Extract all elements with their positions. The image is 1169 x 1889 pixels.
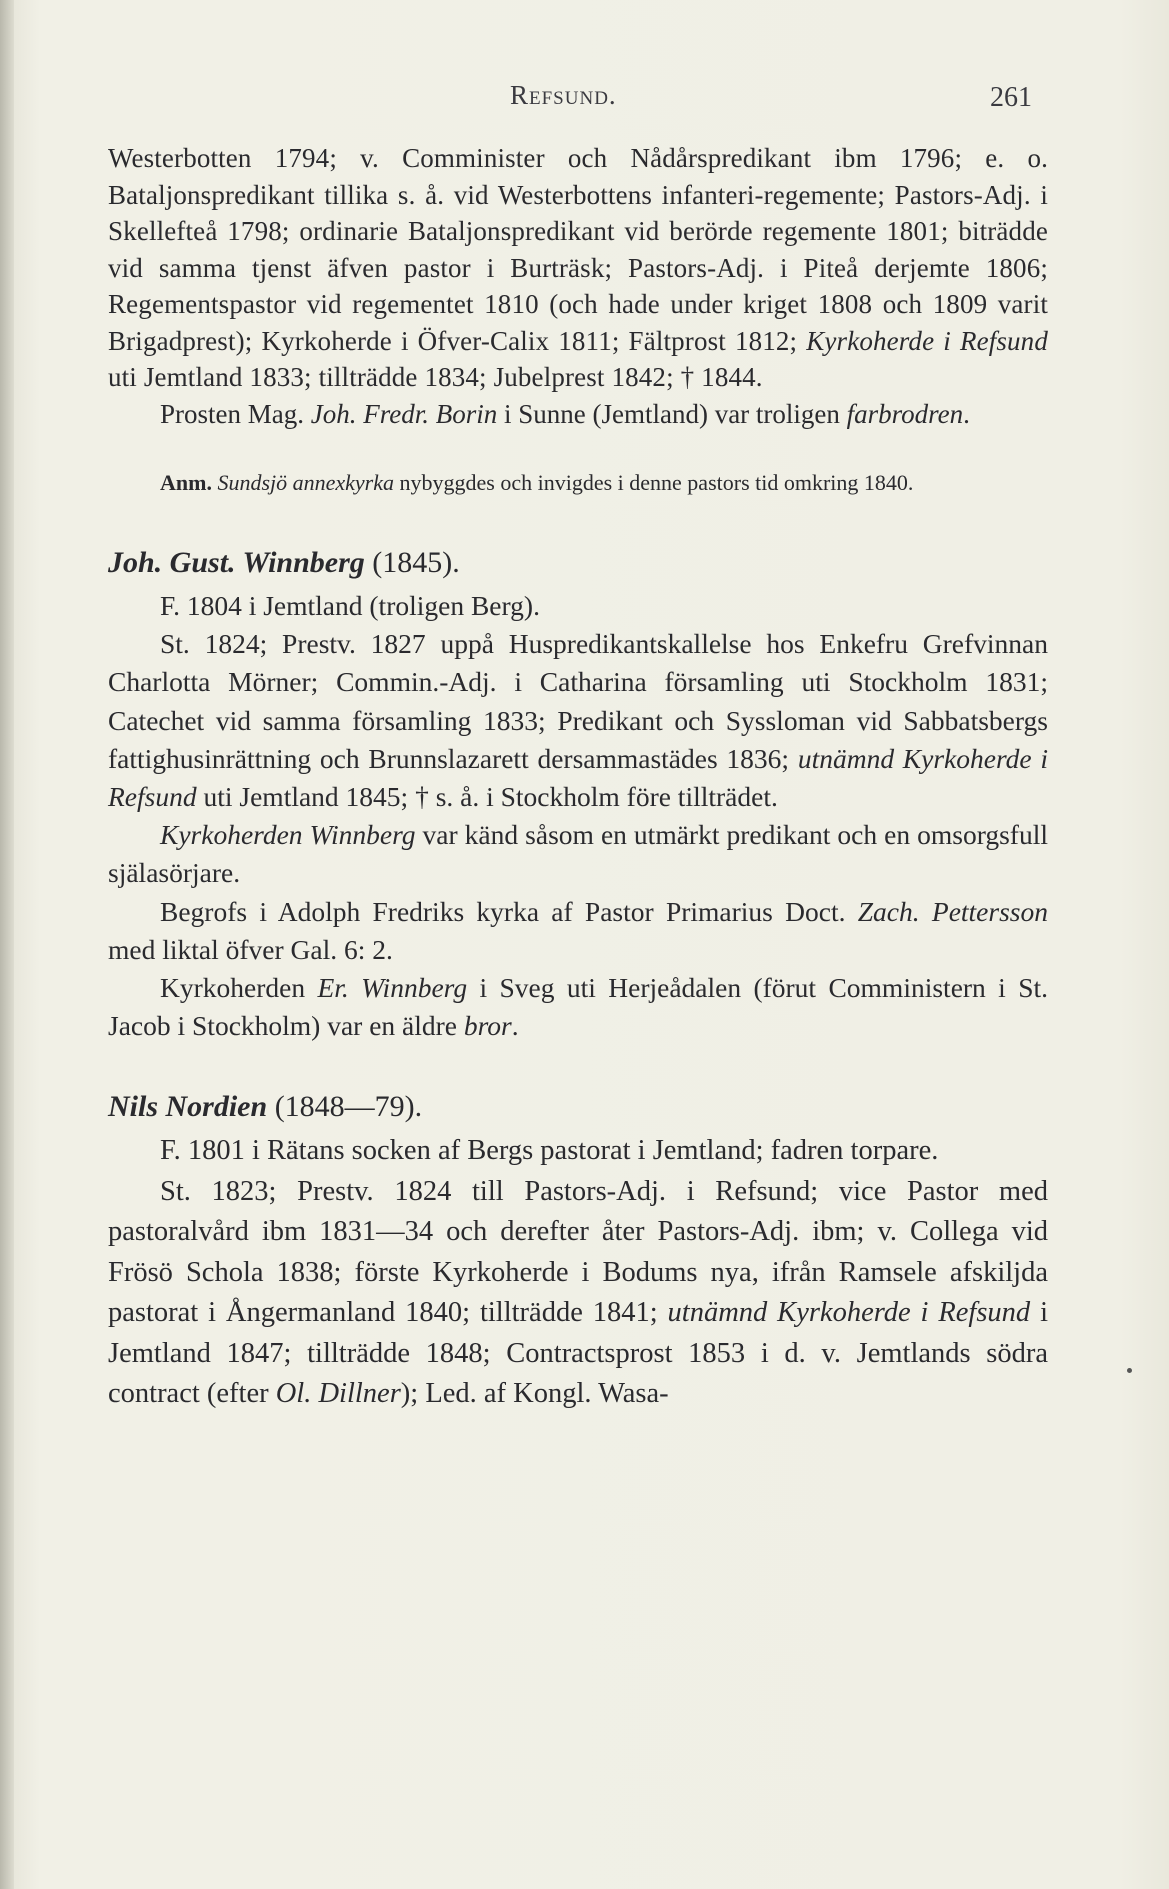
remark-paragraph: Kyrkoherden Winnberg var känd såsom en utmärkt predikant och en omsorgsfull själasörjare. — [108, 819, 1048, 889]
running-head: Refsund. — [510, 80, 617, 110]
annotation-label: Anm. — [160, 470, 212, 495]
entry-heading-winnberg: Joh. Gust. Winnberg (1845). — [108, 546, 460, 579]
page-binding-edge — [0, 0, 14, 1889]
entry-continuation: Westerbotten 1794; v. Comminister och Nådårspredikant ibm 1796; e. o. Bataljonspredikant tillika s. å. vid Westerbottens infanteri-regemente; Pastors-Adj. i Skellefteå 1798; ordinarie Bataljonspredikant vid berörde regemente 1801; biträdde vid samma tjenst äfven pastor i Burträsk; Pastors-Adj. i Piteå derjemte 1806; Regementspastor vid regementet 1810 (och hade under kriget 1808 och 1809 varit Brigadprest); Kyrkoherde i Öfver-Calix 1811; Fältprost 1812; Kyrkoherde i Refsund uti Jemtland 1833; tillträdde 1834; Jubelprest 1842; † 1844. — [108, 143, 1048, 392]
career-paragraph: St. 1824; Prestv. 1827 uppå Huspredikantskallelse hos Enkefru Grefvinnan Charlotta Mörner; Commin.-Adj. i Catharina församling uti Stockholm 1831; Catechet vid samma församling 1833; Predikant och Syssloman vid Sabbatsbergs fattighusinrättning och Brunnslazarett dersammastädes 1836; utnämnd Kyrkoherde i Refsund uti Jemtland 1845; † s. å. i Stockholm före tillträdet. — [108, 628, 1048, 813]
career-paragraph: St. 1823; Prestv. 1824 till Pastors-Adj. i Refsund; vice Pastor med pastoralvård ibm 1831—34 och derefter åter Pastors-Adj. ibm; v. Collega vid Frösö Schola 1838; förste Kyrkoherde i Bodums nya, ifrån Ramsele afskiljda pastorat i Ångermanland 1840; tillträdde 1841; utnämnd Kyrkoherde i Refsund i Jemtland 1847; tillträdde 1848; Contractsprost 1853 i d. v. Jemtlands södra contract (efter Ol. Dillner); Led. af Kongl. Wasa- — [108, 1175, 1048, 1410]
page-body — [108, 140, 1048, 1415]
burial-paragraph: Begrofs i Adolph Fredriks kyrka af Pastor Primarius Doct. Zach. Pettersson med liktal öfver Gal. 6: 2. — [108, 895, 1048, 965]
page-header — [0, 80, 1169, 120]
italic-title: Kyrkoherde i Refsund — [806, 325, 1048, 356]
page-number: 261 — [990, 82, 1032, 113]
entry-nordien — [108, 1131, 1048, 1415]
birth-line: F. 1801 i Rätans socken af Bergs pastorat i Jemtland; fadren torpare. — [160, 1135, 939, 1167]
entry-winnberg — [108, 587, 1048, 1045]
ink-dot — [1127, 1368, 1132, 1373]
birth-line: F. 1804 i Jemtland (troligen Berg). — [160, 590, 540, 621]
relation-note: Prosten Mag. Joh. Fredr. Borin i Sunne (Jemtland) var troligen farbrodren. — [160, 398, 970, 429]
relative-paragraph: Kyrkoherden Er. Winnberg i Sveg uti Herjeådalen (förut Comministern i St. Jacob i Stockholm) var en äldre bror. — [108, 972, 1049, 1042]
annotation: Anm. Sundsjö annexkyrka nybyggdes och invigdes i denne pastors tid omkring 1840. — [160, 470, 914, 495]
entry-heading-nordien: Nils Nordien (1848—79). — [108, 1090, 423, 1124]
